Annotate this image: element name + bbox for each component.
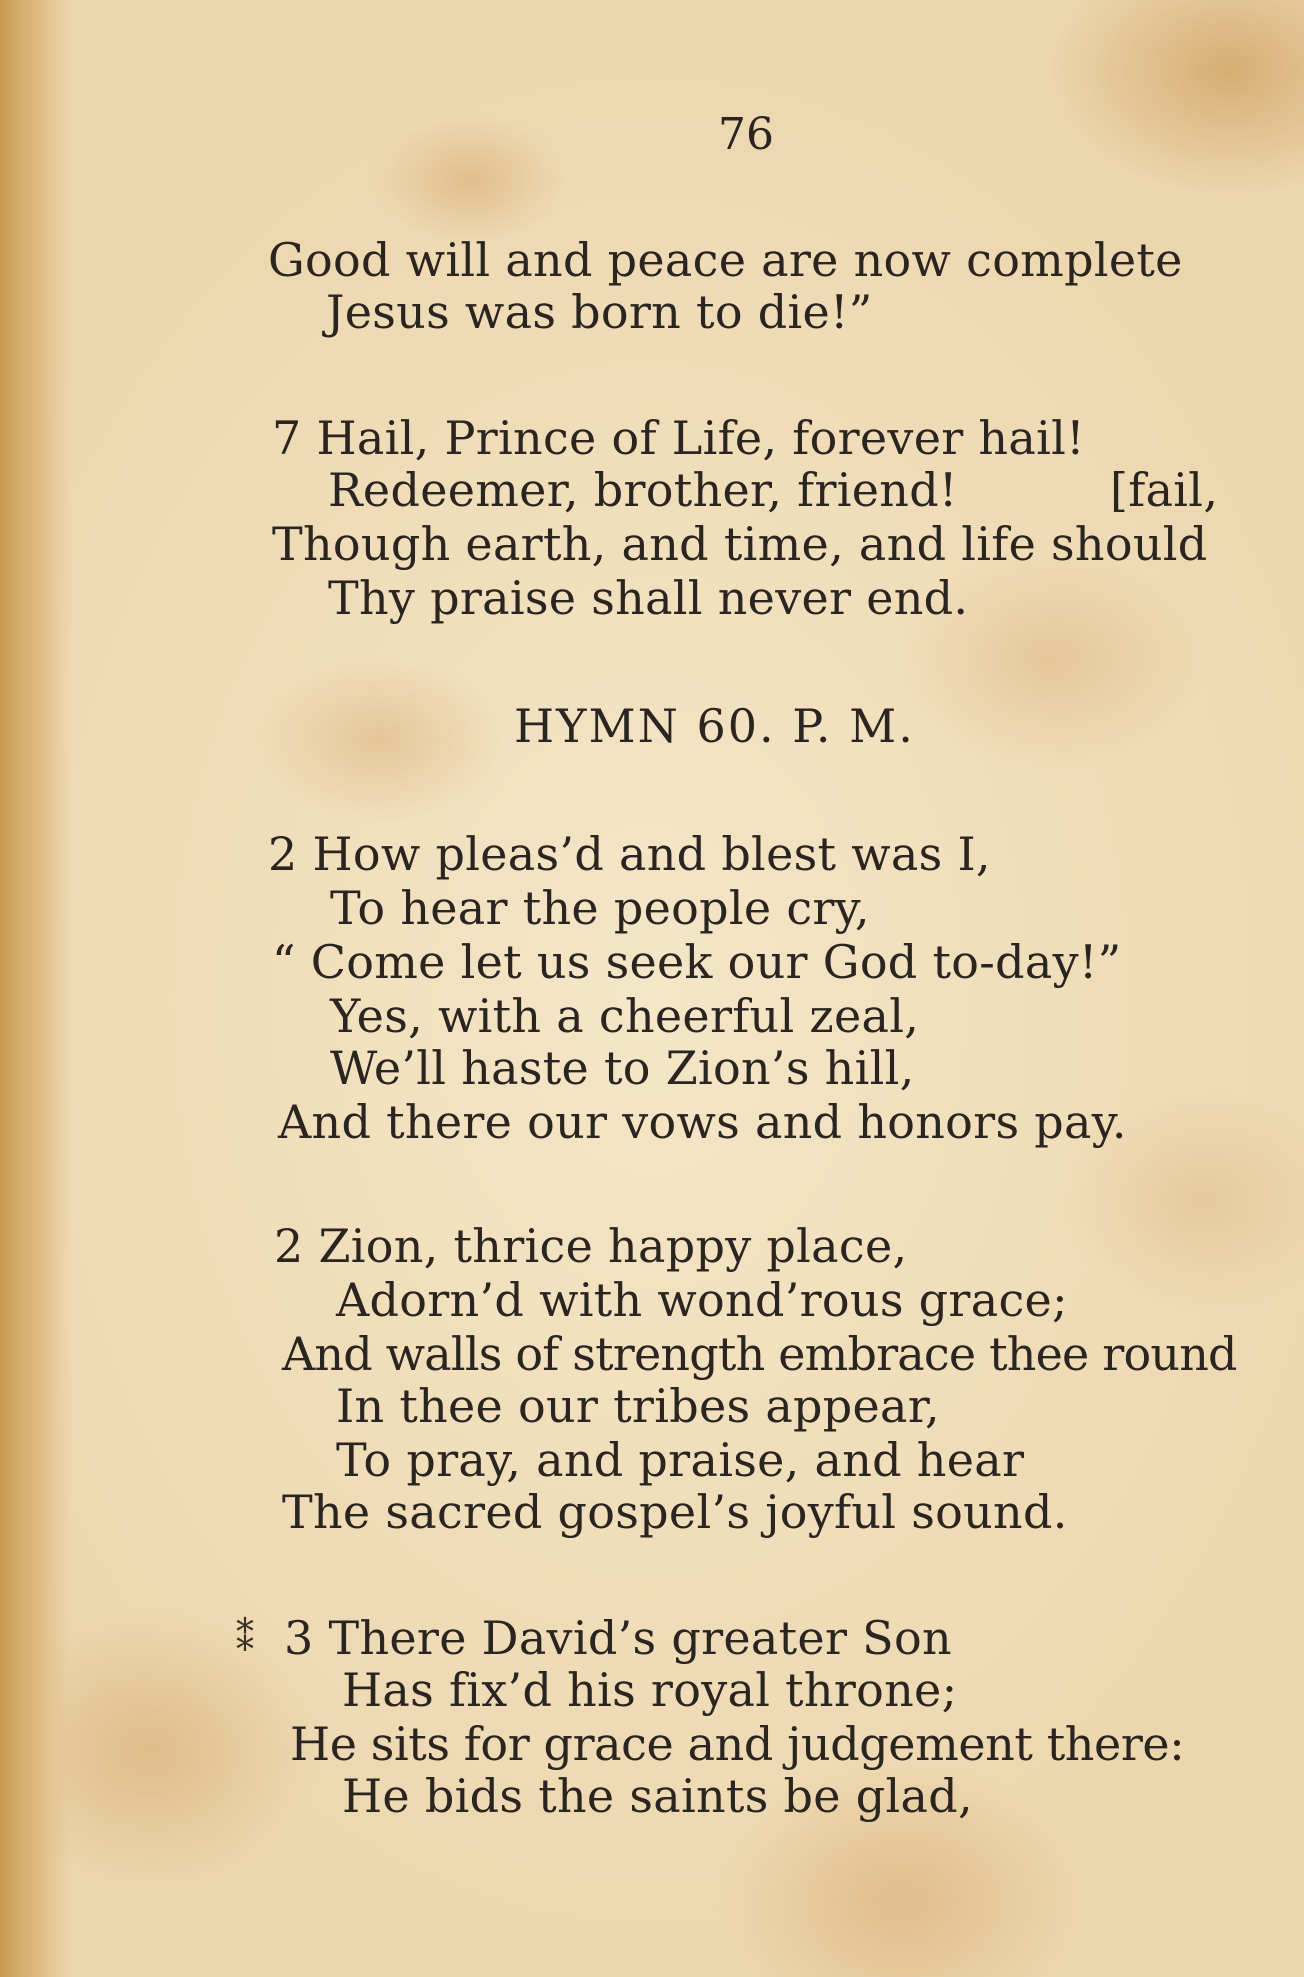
text-line: In thee our tribes appear,: [336, 1379, 940, 1433]
text-line: We’ll haste to Zion’s hill,: [330, 1041, 915, 1095]
text-line: Has fix’d his royal throne;: [342, 1663, 958, 1717]
ink-mark: ⁑: [236, 1619, 254, 1660]
page-number: 76: [718, 109, 774, 160]
text-line: Yes, with a cheerful zeal,: [330, 989, 920, 1043]
text-line: And walls of strength embrace thee round: [282, 1327, 1237, 1381]
text-line: Adorn’d with wond’rous grace;: [336, 1273, 1068, 1327]
text-line: Good will and peace are now complete: [268, 233, 1183, 287]
text-line: Redeemer, brother, friend!: [328, 463, 958, 517]
verse-2b-line: 2 Zion, thrice happy place,: [274, 1219, 908, 1273]
text-line: To hear the people cry,: [330, 881, 870, 935]
text-line: He sits for grace and judgement there:: [290, 1717, 1185, 1771]
text-line: Thy praise shall never end.: [328, 571, 969, 625]
verse-3-line: 3 There David’s greater Son: [284, 1611, 952, 1665]
text-line: The sacred gospel’s joyful sound.: [282, 1485, 1068, 1539]
text-line: He bids the saints be glad,: [342, 1769, 973, 1823]
text-line: Though earth, and time, and life should: [272, 517, 1208, 571]
verse-7-line: 7 Hail, Prince of Life, forever hail!: [272, 411, 1085, 465]
text-line: [fail,: [1110, 463, 1219, 517]
text-line: To pray, and praise, and hear: [336, 1433, 1025, 1487]
verse-2-line: 2 How pleas’d and blest was I,: [268, 827, 991, 881]
text-line: Jesus was born to die!”: [326, 285, 873, 339]
text-line: And there our vows and honors pay.: [278, 1095, 1127, 1149]
text-line: “ Come let us seek our God to-day!”: [272, 935, 1122, 989]
hymn-heading: HYMN 60. P. M.: [514, 699, 915, 753]
